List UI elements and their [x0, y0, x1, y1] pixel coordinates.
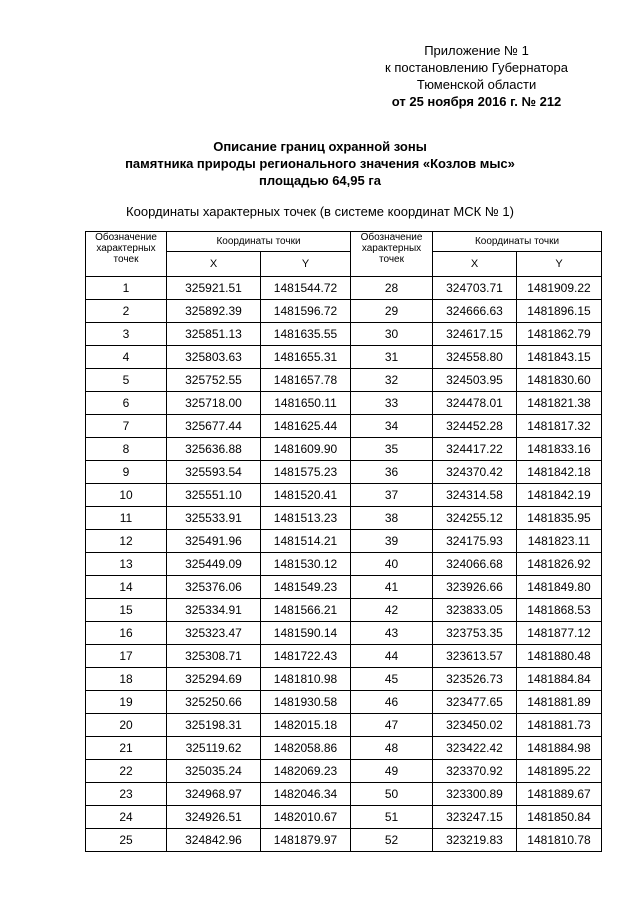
table-row	[86, 300, 602, 323]
title-line-1: Описание границ охранной зоны	[213, 139, 427, 154]
x-coordinate: 325198.31	[167, 714, 261, 737]
point-number: 25	[86, 829, 167, 852]
y-coordinate: 1482058.86	[261, 737, 351, 760]
table-row	[86, 760, 602, 783]
point-number: 10	[86, 484, 167, 507]
y-coordinate: 1481590.14	[261, 622, 351, 645]
point-number: 43	[351, 622, 433, 645]
point-number: 50	[351, 783, 433, 806]
point-number: 39	[351, 530, 433, 553]
y-coordinate: 1481884.84	[517, 668, 602, 691]
appendix-block	[385, 42, 568, 110]
appendix-reference: к постановлению Губернатора	[385, 60, 568, 75]
table-row	[86, 507, 602, 530]
x-coordinate: 325449.09	[167, 553, 261, 576]
x-coordinate: 325803.63	[167, 346, 261, 369]
table-row	[86, 438, 602, 461]
table-caption: Координаты характерных точек (в системе координат МСК № 1)	[126, 204, 514, 219]
y-coordinate: 1481862.79	[517, 323, 602, 346]
header-coords-left: Координаты точки	[167, 232, 351, 252]
x-coordinate: 325035.24	[167, 760, 261, 783]
point-number: 11	[86, 507, 167, 530]
point-number: 34	[351, 415, 433, 438]
x-coordinate: 323422.42	[433, 737, 517, 760]
x-coordinate: 324452.28	[433, 415, 517, 438]
table-row	[86, 323, 602, 346]
x-coordinate: 324617.15	[433, 323, 517, 346]
y-coordinate: 1482015.18	[261, 714, 351, 737]
x-coordinate: 323300.89	[433, 783, 517, 806]
y-coordinate: 1481849.80	[517, 576, 602, 599]
x-coordinate: 325718.00	[167, 392, 261, 415]
x-coordinate: 324255.12	[433, 507, 517, 530]
title-line-2: памятника природы регионального значения «Козлов мыс»	[125, 156, 515, 171]
x-coordinate: 325752.55	[167, 369, 261, 392]
table-row	[86, 622, 602, 645]
point-number: 7	[86, 415, 167, 438]
point-number: 22	[86, 760, 167, 783]
point-number: 51	[351, 806, 433, 829]
point-number: 17	[86, 645, 167, 668]
y-coordinate: 1481868.53	[517, 599, 602, 622]
x-coordinate: 323477.65	[433, 691, 517, 714]
header-y-right: Y	[517, 252, 602, 277]
table-row	[86, 599, 602, 622]
table-row	[86, 737, 602, 760]
table-row	[86, 553, 602, 576]
point-number: 16	[86, 622, 167, 645]
y-coordinate: 1481596.72	[261, 300, 351, 323]
x-coordinate: 325636.88	[167, 438, 261, 461]
point-number: 14	[86, 576, 167, 599]
point-number: 29	[351, 300, 433, 323]
y-coordinate: 1481842.19	[517, 484, 602, 507]
point-number: 36	[351, 461, 433, 484]
table-row	[86, 484, 602, 507]
y-coordinate: 1481544.72	[261, 277, 351, 300]
point-number: 32	[351, 369, 433, 392]
point-number: 28	[351, 277, 433, 300]
point-number: 13	[86, 553, 167, 576]
y-coordinate: 1481625.44	[261, 415, 351, 438]
y-coordinate: 1481657.78	[261, 369, 351, 392]
point-number: 38	[351, 507, 433, 530]
y-coordinate: 1481609.90	[261, 438, 351, 461]
point-number: 30	[351, 323, 433, 346]
x-coordinate: 324666.63	[433, 300, 517, 323]
x-coordinate: 323219.83	[433, 829, 517, 852]
y-coordinate: 1482069.23	[261, 760, 351, 783]
y-coordinate: 1481513.23	[261, 507, 351, 530]
y-coordinate: 1481881.89	[517, 691, 602, 714]
y-coordinate: 1481566.21	[261, 599, 351, 622]
y-coordinate: 1481650.11	[261, 392, 351, 415]
table-row	[86, 783, 602, 806]
x-coordinate: 324314.58	[433, 484, 517, 507]
coordinates-table	[85, 231, 602, 852]
x-coordinate: 324175.93	[433, 530, 517, 553]
y-coordinate: 1481530.12	[261, 553, 351, 576]
x-coordinate: 323370.92	[433, 760, 517, 783]
y-coordinate: 1481722.43	[261, 645, 351, 668]
header-y-left: Y	[261, 252, 351, 277]
x-coordinate: 324417.22	[433, 438, 517, 461]
x-coordinate: 323613.57	[433, 645, 517, 668]
table-row	[86, 530, 602, 553]
x-coordinate: 324703.71	[433, 277, 517, 300]
x-coordinate: 323247.15	[433, 806, 517, 829]
y-coordinate: 1482010.67	[261, 806, 351, 829]
table-row	[86, 346, 602, 369]
point-number: 2	[86, 300, 167, 323]
table-row	[86, 576, 602, 599]
x-coordinate: 323526.73	[433, 668, 517, 691]
x-coordinate: 325851.13	[167, 323, 261, 346]
table-row	[86, 829, 602, 852]
document-title	[0, 138, 640, 189]
x-coordinate: 325551.10	[167, 484, 261, 507]
x-coordinate: 323753.35	[433, 622, 517, 645]
y-coordinate: 1481877.12	[517, 622, 602, 645]
y-coordinate: 1481835.95	[517, 507, 602, 530]
y-coordinate: 1481830.60	[517, 369, 602, 392]
x-coordinate: 324478.01	[433, 392, 517, 415]
x-coordinate: 325593.54	[167, 461, 261, 484]
point-number: 19	[86, 691, 167, 714]
y-coordinate: 1481879.97	[261, 829, 351, 852]
y-coordinate: 1481821.38	[517, 392, 602, 415]
x-coordinate: 325376.06	[167, 576, 261, 599]
table-row	[86, 806, 602, 829]
x-coordinate: 325308.71	[167, 645, 261, 668]
point-number: 52	[351, 829, 433, 852]
point-number: 5	[86, 369, 167, 392]
y-coordinate: 1481884.98	[517, 737, 602, 760]
y-coordinate: 1481810.98	[261, 668, 351, 691]
point-number: 46	[351, 691, 433, 714]
y-coordinate: 1481930.58	[261, 691, 351, 714]
point-number: 8	[86, 438, 167, 461]
x-coordinate: 325250.66	[167, 691, 261, 714]
x-coordinate: 325892.39	[167, 300, 261, 323]
point-number: 31	[351, 346, 433, 369]
table-row	[86, 691, 602, 714]
y-coordinate: 1481896.15	[517, 300, 602, 323]
y-coordinate: 1481880.48	[517, 645, 602, 668]
y-coordinate: 1481817.32	[517, 415, 602, 438]
x-coordinate: 323926.66	[433, 576, 517, 599]
x-coordinate: 324926.51	[167, 806, 261, 829]
y-coordinate: 1481842.18	[517, 461, 602, 484]
table-row	[86, 668, 602, 691]
point-number: 1	[86, 277, 167, 300]
appendix-label: Приложение № 1	[424, 43, 529, 58]
table-row	[86, 461, 602, 484]
point-number: 44	[351, 645, 433, 668]
y-coordinate: 1482046.34	[261, 783, 351, 806]
x-coordinate: 324503.95	[433, 369, 517, 392]
x-coordinate: 325334.91	[167, 599, 261, 622]
y-coordinate: 1481823.11	[517, 530, 602, 553]
point-number: 15	[86, 599, 167, 622]
y-coordinate: 1481655.31	[261, 346, 351, 369]
x-coordinate: 325119.62	[167, 737, 261, 760]
table-row	[86, 714, 602, 737]
table-row	[86, 645, 602, 668]
point-number: 3	[86, 323, 167, 346]
x-coordinate: 325921.51	[167, 277, 261, 300]
x-coordinate: 325294.69	[167, 668, 261, 691]
point-number: 9	[86, 461, 167, 484]
table-row	[86, 369, 602, 392]
x-coordinate: 324968.97	[167, 783, 261, 806]
header-coords-right: Координаты точки	[433, 232, 602, 252]
x-coordinate: 323833.05	[433, 599, 517, 622]
x-coordinate: 325323.47	[167, 622, 261, 645]
point-number: 41	[351, 576, 433, 599]
point-number: 21	[86, 737, 167, 760]
point-number: 47	[351, 714, 433, 737]
x-coordinate: 324842.96	[167, 829, 261, 852]
y-coordinate: 1481833.16	[517, 438, 602, 461]
table-row	[86, 415, 602, 438]
header-x-left: X	[167, 252, 261, 277]
y-coordinate: 1481909.22	[517, 277, 602, 300]
point-number: 42	[351, 599, 433, 622]
coordinates-body	[86, 277, 602, 852]
point-number: 4	[86, 346, 167, 369]
point-number: 20	[86, 714, 167, 737]
x-coordinate: 324066.68	[433, 553, 517, 576]
x-coordinate: 324370.42	[433, 461, 517, 484]
y-coordinate: 1481810.78	[517, 829, 602, 852]
y-coordinate: 1481826.92	[517, 553, 602, 576]
y-coordinate: 1481881.73	[517, 714, 602, 737]
x-coordinate: 323450.02	[433, 714, 517, 737]
y-coordinate: 1481514.21	[261, 530, 351, 553]
header-point-right: Обозначение характерных точек	[351, 232, 433, 277]
x-coordinate: 325491.96	[167, 530, 261, 553]
point-number: 12	[86, 530, 167, 553]
x-coordinate: 325533.91	[167, 507, 261, 530]
point-number: 18	[86, 668, 167, 691]
x-coordinate: 325677.44	[167, 415, 261, 438]
y-coordinate: 1481889.67	[517, 783, 602, 806]
header-point-left: Обозначение характерных точек	[86, 232, 167, 277]
x-coordinate: 324558.80	[433, 346, 517, 369]
table-row	[86, 392, 602, 415]
point-number: 48	[351, 737, 433, 760]
y-coordinate: 1481850.84	[517, 806, 602, 829]
point-number: 33	[351, 392, 433, 415]
point-number: 24	[86, 806, 167, 829]
point-number: 35	[351, 438, 433, 461]
header-x-right: X	[433, 252, 517, 277]
point-number: 6	[86, 392, 167, 415]
table-row	[86, 277, 602, 300]
appendix-date: от 25 ноября 2016 г. № 212	[391, 94, 562, 109]
appendix-region: Тюменской области	[416, 77, 537, 92]
y-coordinate: 1481575.23	[261, 461, 351, 484]
point-number: 45	[351, 668, 433, 691]
y-coordinate: 1481635.55	[261, 323, 351, 346]
title-line-3: площадью 64,95 га	[259, 173, 381, 188]
point-number: 37	[351, 484, 433, 507]
y-coordinate: 1481549.23	[261, 576, 351, 599]
y-coordinate: 1481520.41	[261, 484, 351, 507]
point-number: 23	[86, 783, 167, 806]
y-coordinate: 1481843.15	[517, 346, 602, 369]
point-number: 40	[351, 553, 433, 576]
point-number: 49	[351, 760, 433, 783]
y-coordinate: 1481895.22	[517, 760, 602, 783]
